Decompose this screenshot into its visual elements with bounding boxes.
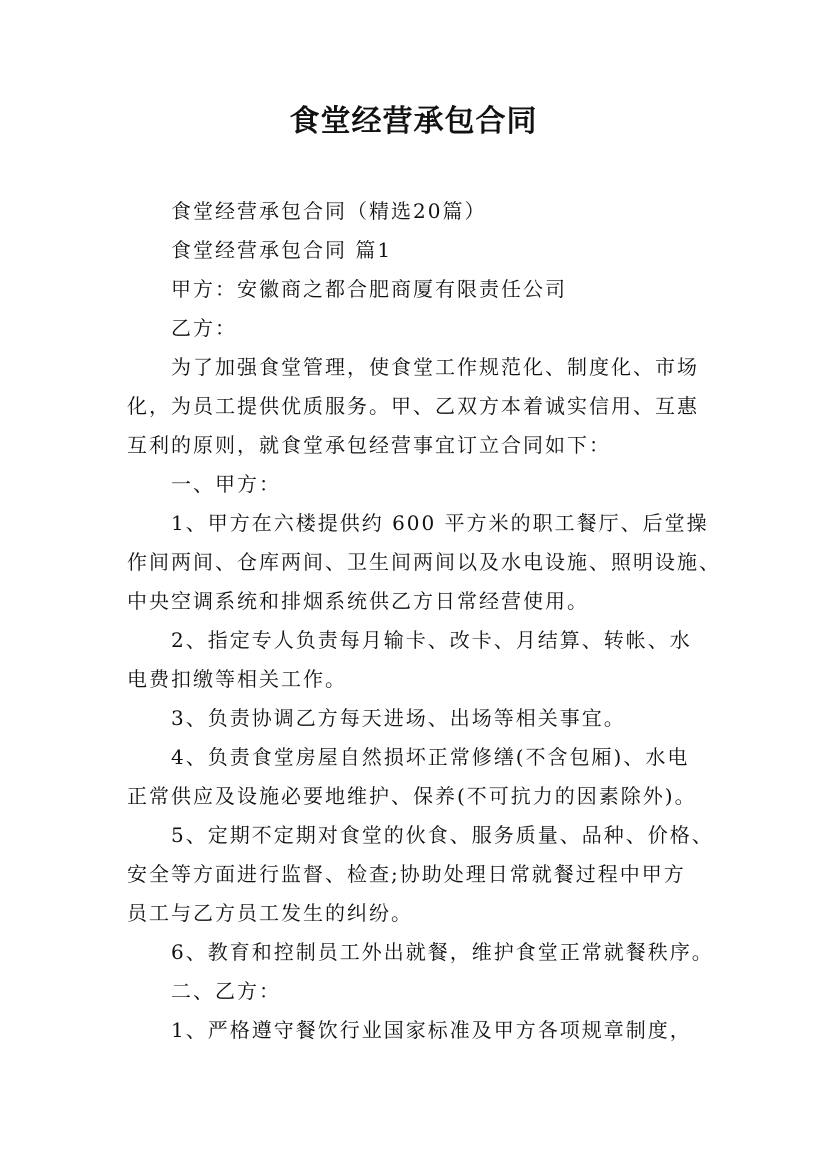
document-title: 食堂经营承包合同 xyxy=(289,104,538,139)
text-line: 食堂经营承包合同（精选20篇） xyxy=(171,199,487,223)
paragraph-section-heading xyxy=(127,231,712,270)
paragraph-heading-party-a xyxy=(127,465,712,504)
text-line: 1、甲方在六楼提供约 600 平方米的职工餐厅、后堂操 xyxy=(171,511,709,535)
text-line: 中央空调系统和排烟系统供乙方日常经营使用。 xyxy=(127,589,589,613)
paragraph-clause xyxy=(127,621,712,699)
text-line: 互利的原则，就食堂承包经营事宜订立合同如下： xyxy=(127,433,611,457)
text-line: 为了加强食堂管理，使食堂工作规范化、制度化、市场 xyxy=(171,355,699,379)
paragraph-heading-party-b xyxy=(127,972,712,1011)
text-line: 6、教育和控制员工外出就餐，维护食堂正常就餐秩序。 xyxy=(171,940,714,964)
text-line: 1、严格遵守餐饮行业国家标准及甲方各项规章制度， xyxy=(171,1018,692,1042)
paragraph-clause xyxy=(127,699,712,738)
text-line: 3、负责协调乙方每天进场、出场等相关事宜。 xyxy=(171,706,626,730)
text-line: 2、指定专人负责每月输卡、改卡、月结算、转帐、水 xyxy=(171,628,692,652)
paragraph-preamble xyxy=(127,348,712,465)
paragraph-clause xyxy=(127,504,721,621)
text-line: 作间两间、仓库两间、卫生间两间以及水电设施、照明设施、 xyxy=(127,550,721,574)
text-line: 4、负责食堂房屋自然损坏正常修缮(不含包厢)、水电 xyxy=(171,745,690,769)
text-line: 5、定期不定期对食堂的伙食、服务质量、品种、价格、 xyxy=(171,823,714,847)
text-line: 一、甲方： xyxy=(171,472,281,496)
text-line: 食堂经营承包合同 篇1 xyxy=(171,238,393,262)
paragraph-clause xyxy=(127,1011,712,1050)
paragraph-clause xyxy=(127,738,712,816)
text-line: 二、乙方： xyxy=(171,979,281,1003)
text-line: 电费扣缴等相关工作。 xyxy=(127,667,347,691)
text-line: 乙方： xyxy=(171,316,237,340)
text-line: 化，为员工提供优质服务。甲、乙双方本着诚实信用、互惠 xyxy=(127,394,699,418)
text-line: 安全等方面进行监督、检查;协助处理日常就餐过程中甲方 xyxy=(127,862,686,886)
text-line: 员工与乙方员工发生的纠纷。 xyxy=(127,901,413,925)
document-body xyxy=(127,192,721,1050)
paragraph-party-b xyxy=(127,309,712,348)
paragraph-subtitle xyxy=(127,192,712,231)
text-line: 甲方：安徽商之都合肥商厦有限责任公司 xyxy=(171,277,567,301)
paragraph-party-a xyxy=(127,270,712,309)
paragraph-clause xyxy=(127,933,712,972)
paragraph-clause xyxy=(127,816,712,933)
text-line: 正常供应及设施必要地维护、保养(不可抗力的因素除外)。 xyxy=(127,784,697,808)
